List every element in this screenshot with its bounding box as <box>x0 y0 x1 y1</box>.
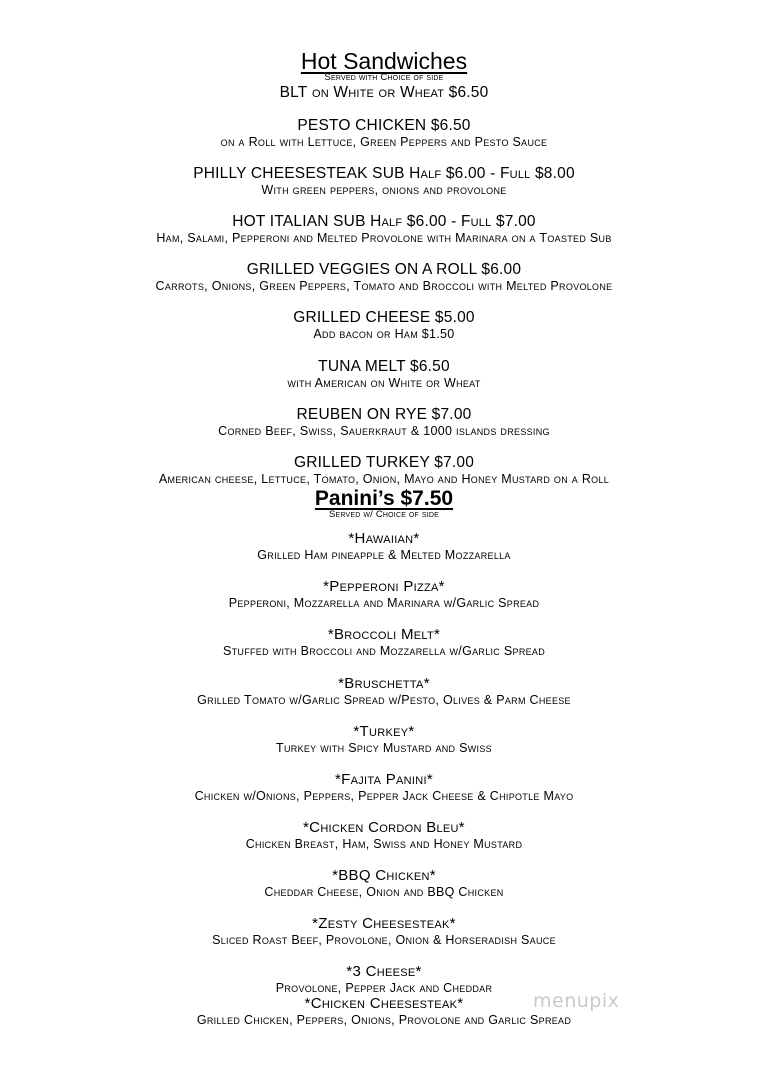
menu-item-hot-italian-sub <box>0 214 768 230</box>
panini-item-pepperoni-pizza: *Pepperoni Pizza* <box>323 578 445 595</box>
menu-item-tuna-melt: TUNA MELT $6.50 <box>318 358 450 375</box>
panini-item-chicken-cheesesteak: *Chicken Cheesesteak* <box>304 995 464 1012</box>
item-description: Cheddar Cheese, Onion and BBQ Chicken <box>264 885 504 899</box>
watermark-logo: menupix <box>533 990 620 1012</box>
item-description: Ham, Salami, Pepperoni and Melted Provolone with Marinara on a Toasted Sub <box>156 231 612 245</box>
item-price: $6.50 <box>448 84 489 101</box>
item-description: Grilled Tomato w/Garlic Spread w/Pesto, Olives & Parm Cheese <box>197 693 571 707</box>
item-price: $6.00 - <box>406 213 461 230</box>
item-description: Grilled Ham pineapple & Melted Mozzarella <box>257 548 511 562</box>
menu-item-blt <box>0 85 768 101</box>
panini-item-broccoli-melt: *Broccoli Melt* <box>327 626 441 643</box>
item-name: HOT ITALIAN SUB <box>232 213 366 230</box>
item-detail: Half <box>365 213 407 230</box>
panini-item-hawaiian: *Hawaiian* <box>348 530 420 547</box>
item-description: Chicken Breast, Ham, Swiss and Honey Mustard <box>245 837 523 851</box>
item-description: on a Roll with Lettuce, Green Peppers and Pesto Sauce <box>220 135 548 149</box>
panini-item-3-cheese: *3 Cheese* <box>346 963 422 980</box>
item-description: Corned Beef, Swiss, Sauerkraut & 1000 islands dressing <box>218 424 550 438</box>
panini-item-bbq-chicken: *BBQ Chicken* <box>332 867 436 884</box>
panini-item-chicken-cordon-bleu: *Chicken Cordon Bleu* <box>303 819 465 836</box>
paninis-note: Served w/ Choice of side <box>328 509 440 520</box>
menu-item-philly-cheesesteak <box>0 166 768 182</box>
item-description: Chicken w/Onions, Peppers, Pepper Jack Cheese & Chipotle Mayo <box>194 789 574 803</box>
panini-item-bruschetta: *Bruschetta* <box>338 675 430 692</box>
hot-sandwiches-title: Hot Sandwiches <box>300 48 468 74</box>
item-price: $7.00 <box>495 213 536 230</box>
item-detail: on White or Wheat <box>307 84 449 101</box>
menu-item-grilled-cheese: GRILLED CHEESE $5.00 <box>293 309 475 326</box>
menu-item-grilled-turkey: GRILLED TURKEY $7.00 <box>293 454 475 471</box>
item-price: $8.00 <box>534 165 575 182</box>
item-description: Pepperoni, Mozzarella and Marinara w/Garlic Spread <box>228 596 540 610</box>
panini-item-turkey: *Turkey* <box>353 723 415 740</box>
paninis-title: Panini’s $7.50 <box>314 487 454 510</box>
item-description: Add bacon or Ham $1.50 <box>313 327 455 341</box>
item-name: BLT <box>279 84 308 101</box>
item-detail: Full <box>460 213 496 230</box>
item-description: with American on White or Wheat <box>287 376 481 390</box>
menu-item-grilled-veggies: GRILLED VEGGIES ON A ROLL $6.00 <box>246 261 522 278</box>
menu-item-pesto-chicken: PESTO CHICKEN $6.50 <box>297 117 471 134</box>
item-description: American cheese, Lettuce, Tomato, Onion, Mayo and Honey Mustard on a Roll <box>158 472 610 486</box>
panini-item-fajita-panini: *Fajita Panini* <box>335 771 433 788</box>
panini-item-zesty-cheesesteak: *Zesty Cheesesteak* <box>312 915 456 932</box>
item-description: Carrots, Onions, Green Peppers, Tomato and Broccoli with Melted Provolone <box>155 279 613 293</box>
item-description: Stuffed with Broccoli and Mozzarella w/Garlic Spread <box>222 644 546 658</box>
item-price: $6.00 - <box>445 165 501 182</box>
item-detail: Full <box>500 165 535 182</box>
item-name: PHILLY CHEESESTEAK SUB <box>193 165 405 182</box>
item-description: Grilled Chicken, Peppers, Onions, Provolone and Garlic Spread <box>196 1013 572 1027</box>
item-description: Turkey with Spicy Mustard and Swiss <box>276 741 492 755</box>
item-description: Sliced Roast Beef, Provolone, Onion & Horseradish Sauce <box>212 933 556 947</box>
item-description: Provolone, Pepper Jack and Cheddar <box>275 981 493 995</box>
item-detail: Half <box>404 165 446 182</box>
item-description: With green peppers, onions and provolone <box>261 183 507 197</box>
hot-sandwiches-note: Served with Choice of side <box>324 72 444 83</box>
menu-item-reuben: REUBEN ON RYE $7.00 <box>296 406 472 423</box>
